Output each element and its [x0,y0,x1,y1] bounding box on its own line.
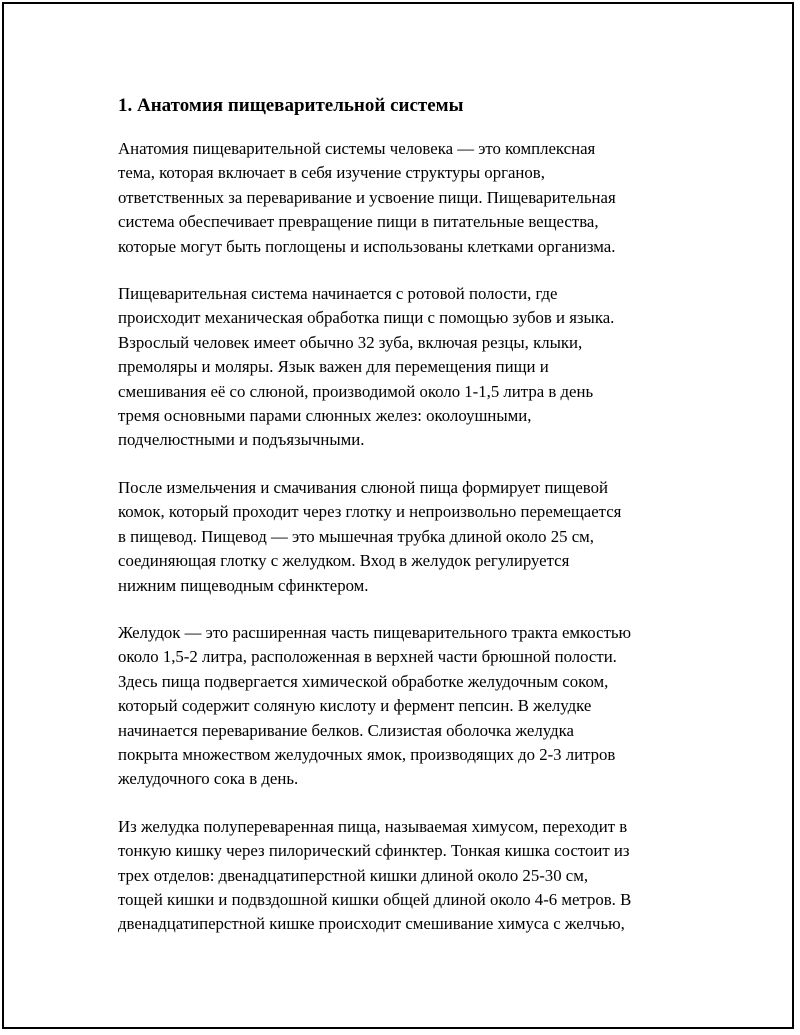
paragraph [118,282,686,453]
text-line: около 1,5-2 литра, расположенная в верхней части брюшной полости. [118,647,617,667]
text-line: смешивания её со слюной, производимой около 1-1,5 литра в день [118,381,594,401]
text-line: комок, который проходит через глотку и непроизвольно перемещается [118,502,622,522]
text-line: тема, которая включает в себя изучение структуры органов, [118,163,545,183]
text-line: которые могут быть поглощены и использованы клетками организма. [118,236,616,256]
document-body [118,93,686,960]
text-line: двенадцатиперстной кишке происходит смешивание химуса с желчью, [118,914,625,934]
text-line: нижним пищеводным сфинктером. [118,575,369,595]
text-line: Здесь пища подвергается химической обработке желудочным соком, [118,671,609,691]
text-line: тремя основными парами слюнных желез: околоушными, [118,406,532,426]
text-line: трех отделов: двенадцатиперстной кишки длиной около 25-30 см, [118,865,589,885]
text-line: тонкую кишку через пилорический сфинктер. Тонкая кишка состоит из [118,841,630,861]
text-line: в пищевод. Пищевод — это мышечная трубка длиной около 25 см, [118,526,594,546]
text-line: Анатомия пищеварительной системы человека — это комплексная [118,139,596,158]
paragraph [118,476,686,598]
paragraph [118,815,686,937]
paragraph [118,137,686,259]
text-line: происходит механическая обработка пищи с помощью зубов и языка. [118,308,615,328]
text-line: соединяющая глотку с желудком. Вход в желудок регулируется [118,551,570,571]
text-line: тощей кишки и подвздошной кишки общей длиной около 4-6 метров. В [118,889,632,909]
text-line: Взрослый человек имеет обычно 32 зуба, включая резцы, клыки, [118,332,583,352]
text-line: система обеспечивает превращение пищи в питательные вещества, [118,212,599,232]
text-line: желудочного сока в день. [118,769,299,789]
text-line: Из желудка полупереваренная пища, называемая химусом, переходит в [118,816,628,836]
text-line: начинается переваривание белков. Слизистая оболочка желудка [118,720,574,740]
text-line: премоляры и моляры. Язык важен для перемещения пищи и [118,357,549,377]
text-line: подчелюстными и подъязычными. [118,430,365,450]
text-line: который содержит соляную кислоту и фермент пепсин. В желудке [118,696,592,716]
paragraph [118,621,686,792]
section-heading: 1. Анатомия пищеварительной системы [118,95,464,116]
text-line: После измельчения и смачивания слюной пища формирует пищевой [118,477,608,497]
text-line: покрыта множеством желудочных ямок, производящих до 2-3 литров [118,744,616,764]
paragraphs-container [118,137,686,937]
text-line: Пищеварительная система начинается с ротовой полости, где [118,284,558,304]
text-line: ответственных за переваривание и усвоение пищи. Пищеварительная [118,187,616,207]
text-line: Желудок — это расширенная часть пищеварительного тракта емкостью [118,622,632,642]
